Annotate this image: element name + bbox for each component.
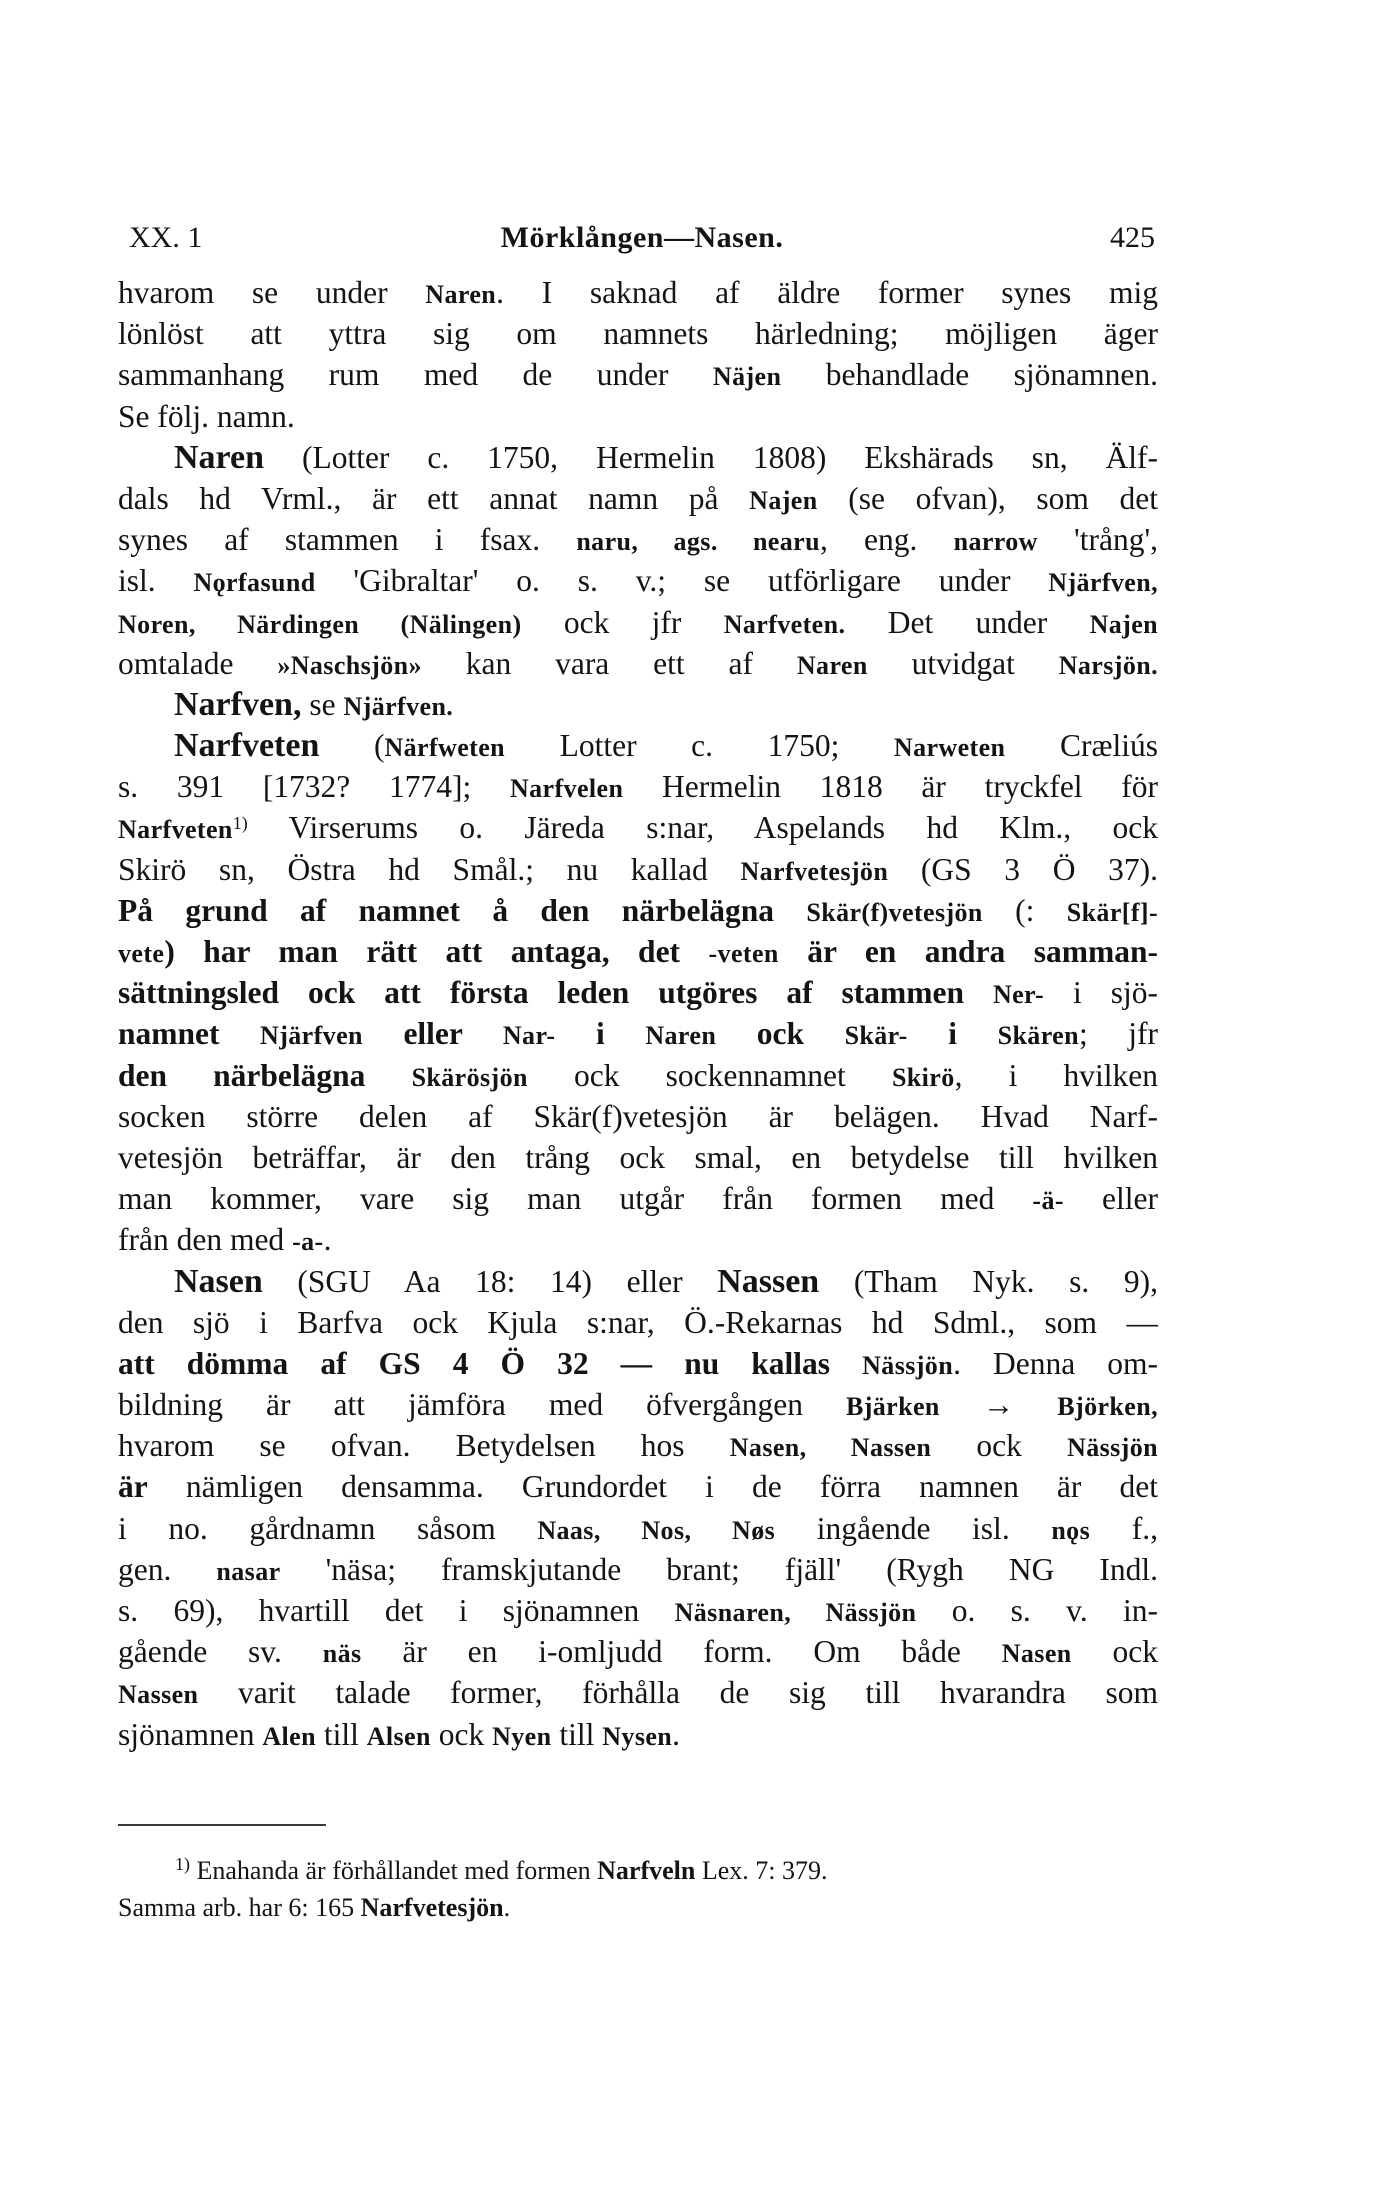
entry-narfveten: Narfveten (Närfweten Lotter c. 1750; Narweten Cræliús xyxy=(174,727,1159,765)
footnote-reference: 1) xyxy=(232,813,248,834)
text-line: sammanhang rum med de under Näjen behandlade sjönamnen. xyxy=(118,357,1159,393)
running-head xyxy=(129,218,1155,258)
text-line: vete) har man rätt att antaga, det -veten är en andra samman- xyxy=(118,934,1158,969)
page-heading: Mörklången—Nasen. xyxy=(500,221,784,254)
chapter-number: XX. 1 xyxy=(129,221,203,254)
entry-nasen: Nasen (SGU Aa 18: 14) eller Nassen (Tham Nyk. s. 9), xyxy=(174,1262,1158,1300)
main-text xyxy=(118,272,1158,1755)
text-line: s. 391 [1732? 1774]; Narfvelen Hermelin 1818 är tryckfel för xyxy=(118,769,1158,805)
footnote-rule xyxy=(118,1824,326,1826)
entry-naren: Naren (Lotter c. 1750, Hermelin 1808) Ekshärads sn, Älf- xyxy=(174,438,1158,476)
text-line: namnet Njärfven eller Nar- i Naren ock Skär- i Skären; jfr xyxy=(118,1016,1158,1052)
headword: Naren xyxy=(174,438,265,476)
text-line: Skirö sn, Östra hd Smål.; nu kallad Narfvetesjön (GS 3 Ö 37). xyxy=(118,851,1158,887)
text-line: från den med -a-. xyxy=(118,1222,332,1258)
page-number: 425 xyxy=(1110,221,1155,254)
footnote xyxy=(118,1852,1158,1926)
text-line: är nämligen densamma. Grundordet i de förra namnen är det xyxy=(118,1469,1158,1505)
headword: Nasen xyxy=(174,1262,263,1300)
text-line: den närbelägna Skärösjön ock sockennamnet Skirö, i hvilken xyxy=(118,1057,1158,1093)
text-line: hvarom se ofvan. Betydelsen hos Nasen, Nassen ock Nässjön xyxy=(118,1428,1158,1464)
text-line: s. 69), hvartill det i sjönamnen Näsnaren, Nässjön o. s. v. in- xyxy=(118,1593,1159,1628)
footnote-marker: 1) xyxy=(175,1854,190,1874)
text-line: Narfveten$^{1)}$ Virserums o. Järeda s:nar, Aspelands hd Klm., ock xyxy=(118,810,1158,846)
footnote-line: Samma arb. har 6: 165 Narfvetesjön. xyxy=(118,1893,511,1922)
text-line: socken större delen af Skär(f)vetesjön är belägen. Hvad Narf- xyxy=(118,1098,1158,1134)
text-line: bildning är att jämföra med öfvergången Bjärken → Björken, xyxy=(118,1387,1158,1423)
text-line: lönlöst att yttra sig om namnets härledning; möjligen äger xyxy=(118,316,1158,352)
text-line: dals hd Vrml., är ett annat namn på Najen (se ofvan), som det xyxy=(118,480,1159,516)
text-line: man kommer, vare sig man utgår från formen med -ä- eller xyxy=(118,1181,1158,1217)
text-line: synes af stammen i fsax. naru, ags. nearu, eng. narrow 'trång', xyxy=(118,522,1158,558)
headword: Narfven, xyxy=(174,685,302,723)
text-line: Se följ. namn. xyxy=(118,398,295,434)
text-line: sättningsled ock att första leden utgöres af stammen Ner- i sjö- xyxy=(118,975,1158,1011)
text-line: Nassen varit talade former, förhålla de sig till hvarandra som xyxy=(118,1675,1158,1711)
text-line: sjönamnen Alen till Alsen ock Nyen till Nysen. xyxy=(118,1716,681,1752)
text-line: den sjö i Barfva ock Kjula s:nar, Ö.-Rekarnas hd Sdml., som — xyxy=(118,1304,1158,1340)
text-line: isl. Nǫrfasund 'Gibraltar' o. s. v.; se utförligare under Njärfven, xyxy=(118,563,1158,599)
footnote-line: $^{1)}$ Enahanda är förhållandet med formen Narfveln Lex. 7: 379. xyxy=(175,1854,828,1885)
headword: Narfveten xyxy=(174,727,320,765)
text-line: gående sv. näs är en i-omljudd form. Om både Nasen ock xyxy=(118,1634,1158,1670)
text-line: gen. nasar 'näsa; framskjutande brant; fjäll' (Rygh NG Indl. xyxy=(118,1551,1158,1587)
text-line: På grund af namnet å den närbelägna Skär(f)vetesjön (: Skär[f]- xyxy=(118,892,1158,928)
text-line: hvarom se under Naren. I saknad af äldre former synes mig xyxy=(118,275,1158,310)
text-line: Noren, Närdingen (Nälingen) ock jfr Narfveten. Det under Najen xyxy=(118,604,1159,640)
text-line: att dömma af GS 4 Ö 32 — nu kallas Nässjön. Denna om- xyxy=(118,1345,1159,1381)
text-line: i no. gårdnamn såsom Naas, Nos, Nøs ingående isl. nǫs f., xyxy=(118,1510,1158,1546)
entry-narfven: Narfven, se Njärfven. xyxy=(174,685,454,723)
text-line: omtalade »Naschsjön» kan vara ett af Naren utvidgat Narsjön. xyxy=(118,645,1158,681)
text-line: vetesjön beträffar, är den trång ock smal, en betydelse till hvilken xyxy=(118,1139,1158,1175)
